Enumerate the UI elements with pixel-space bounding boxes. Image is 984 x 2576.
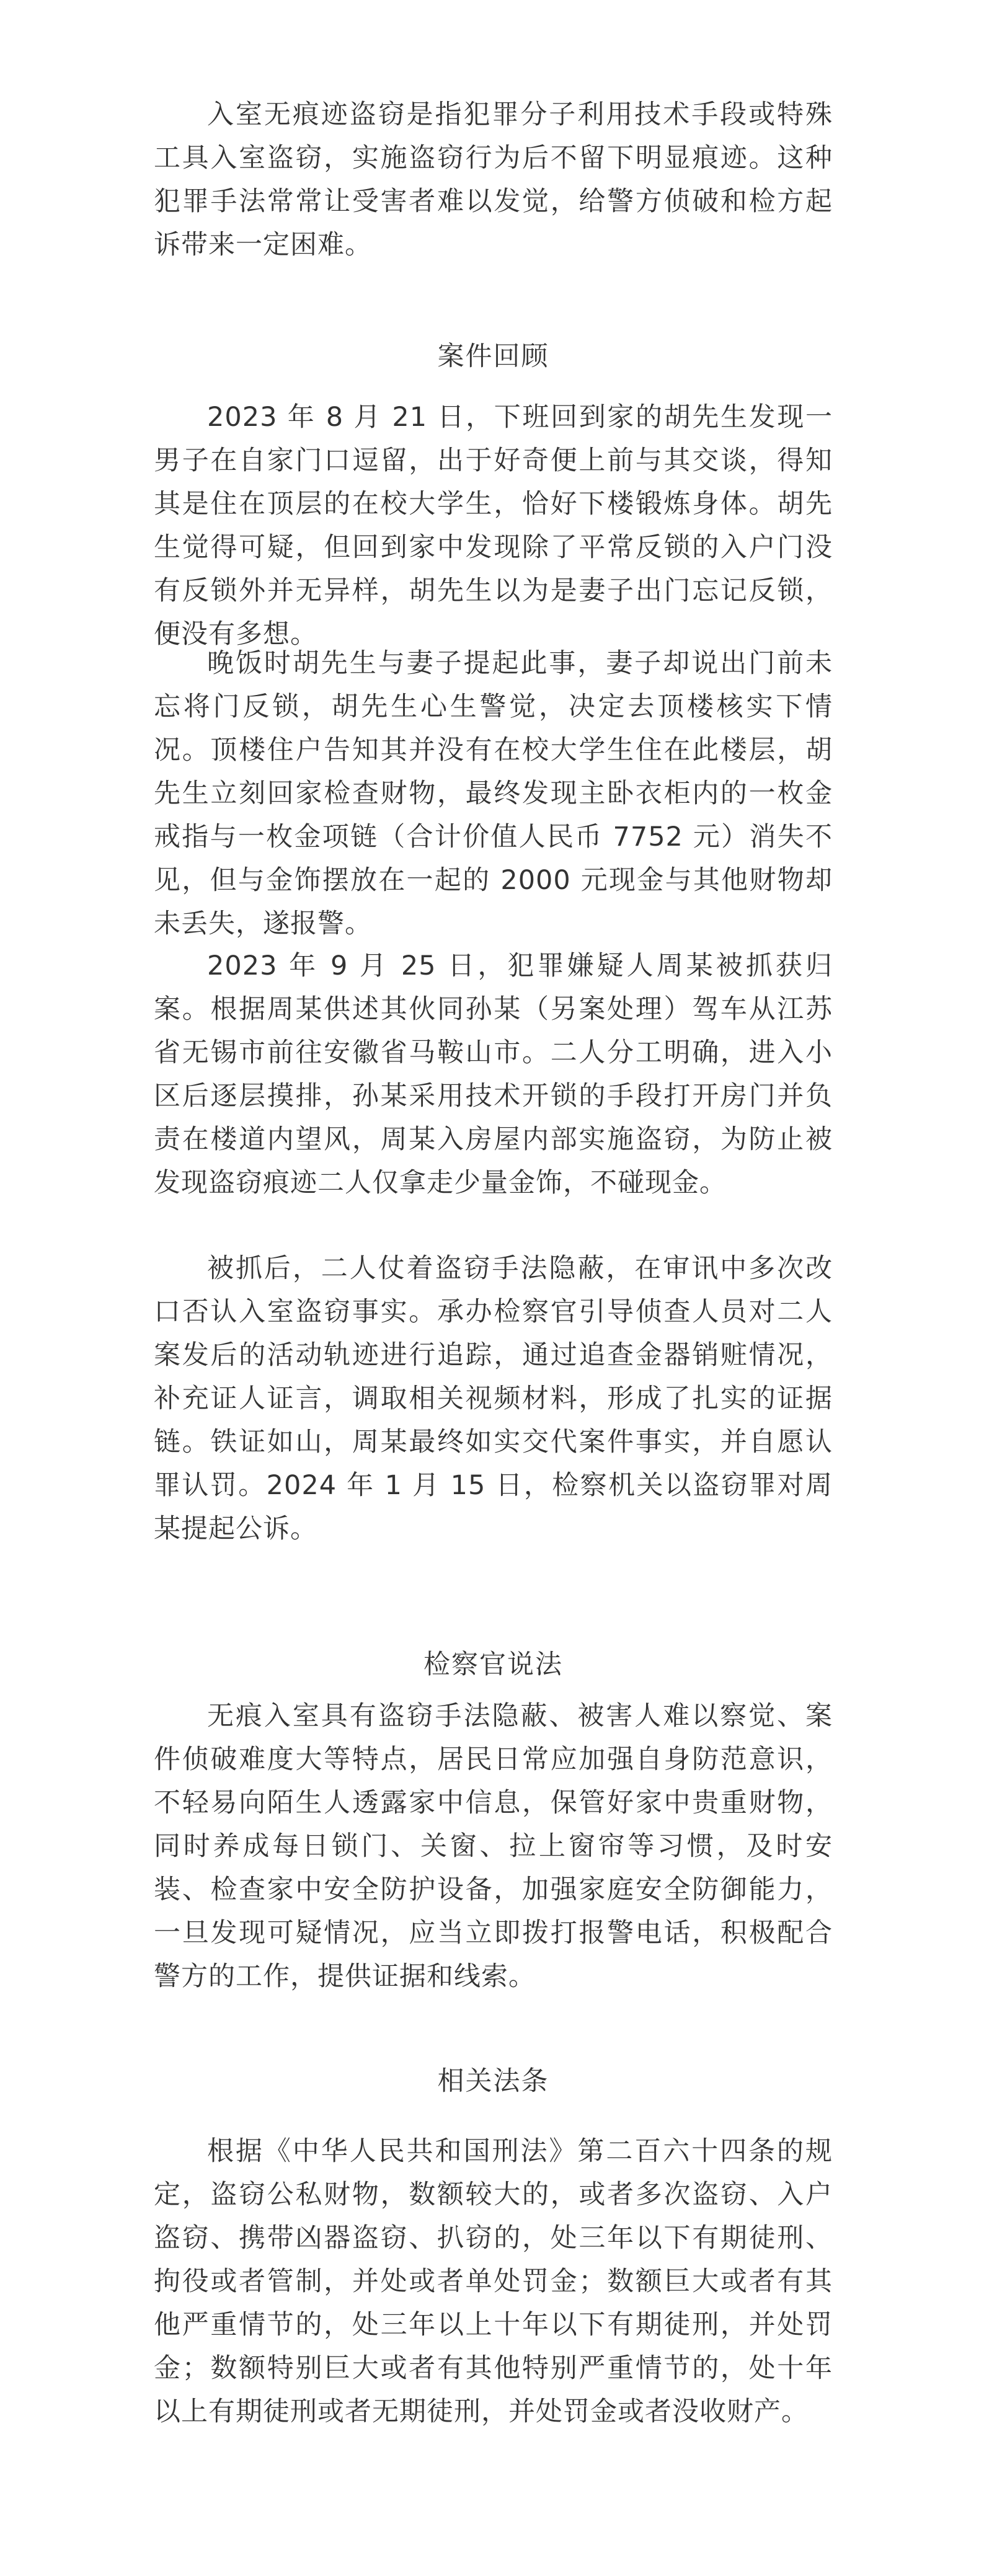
prosecutor-says-heading: 检察官说法 <box>423 1649 563 1680</box>
intro-section <box>154 93 833 267</box>
prosecutor-says-paragraph-block <box>154 1694 833 1998</box>
intro-paragraph: 入室无痕迹盗窃是指犯罪分子利用技术手段或特殊工具入室盗窃，实施盗窃行为后不留下明显痕迹。这种犯罪手法常常让受害者难以发觉，给警方侦破和检方起诉带来一定困难。 <box>154 99 833 260</box>
case-review-paragraph-3: 2023 年 9 月 25 日，犯罪嫌疑人周某被抓获归案。根据周某供述其伙同孙某（另案处理）驾车从江苏省无锡市前往安徽省马鞍山市。二人分工明确，进入小区后逐层摸排，孙某采用技术开锁的手段打开房门并负责在楼道内望风，周某入房屋内部实施盗窃，为防止被发现盗窃痕迹二人仅拿走少量金饰，不碰现金。 <box>154 950 833 1198</box>
case-review-paragraph-1: 2023 年 8 月 21 日，下班回到家的胡先生发现一男子在自家门口逗留，出于好奇便上前与其交谈，得知其是住在顶层的在校大学生，恰好下楼锻炼身体。胡先生觉得可疑，但回到家中发现除了平常反锁的入户门没有反锁外并无异样，胡先生以为是妻子出门忘记反锁，便没有多想。 <box>154 402 833 650</box>
case-review-paragraph-2: 晚饭时胡先生与妻子提起此事，妻子却说出门前未忘将门反锁，胡先生心生警觉，决定去顶楼核实下情况。顶楼住户告知其并没有在校大学生住在此楼层，胡先生立刻回家检查财物，最终发现主卧衣柜内的一枚金戒指与一枚金项链（合计价值人民币 7752 元）消失不见，但与金饰摆放在一起的 2000 元现金与其他财物却未丢失，遂报警。 <box>154 648 833 939</box>
case-review-paragraph-1-block <box>154 396 833 656</box>
related-law-heading: 相关法条 <box>437 2066 549 2097</box>
case-review-paragraph-2-block <box>154 642 833 945</box>
related-law-paragraph-block <box>154 2130 833 2433</box>
case-review-heading: 案件回顾 <box>437 341 549 372</box>
related-law-paragraph: 根据《中华人民共和国刑法》第二百六十四条的规定，盗窃公私财物，数额较大的，或者多次盗窃、入户盗窃、携带凶器盗窃、扒窃的，处三年以下有期徒刑、拘役或者管制，并处或者单处罚金；数额巨大或者有其他严重情节的，处三年以上十年以下有期徒刑，并处罚金；数额特别巨大或者有其他特别严重情节的，处十年以上有期徒刑或者无期徒刑，并处罚金或者没收财产。 <box>154 2136 833 2427</box>
prosecutor-says-paragraph: 无痕入室具有盗窃手法隐蔽、被害人难以察觉、案件侦破难度大等特点，居民日常应加强自身防范意识，不轻易向陌生人透露家中信息，保管好家中贵重财物，同时养成每日锁门、关窗、拉上窗帘等习惯，及时安装、检查家中安全防护设备，加强家庭安全防御能力，一旦发现可疑情况，应当立即拨打报警电话，积极配合警方的工作，提供证据和线索。 <box>154 1701 833 1992</box>
case-review-paragraph-4: 被抓后，二人仗着盗窃手法隐蔽，在审讯中多次改口否认入室盗窃事实。承办检察官引导侦查人员对二人案发后的活动轨迹进行追踪，通过追查金器销赃情况，补充证人证言，调取相关视频材料，形成了扎实的证据链。铁证如山，周某最终如实交代案件事实，并自愿认罪认罚。2024 年 1 月 15 日，检察机关以盗窃罪对周某提起公诉。 <box>154 1253 833 1544</box>
case-review-paragraph-3-block <box>154 944 833 1205</box>
case-review-paragraph-4-block <box>154 1247 833 1551</box>
